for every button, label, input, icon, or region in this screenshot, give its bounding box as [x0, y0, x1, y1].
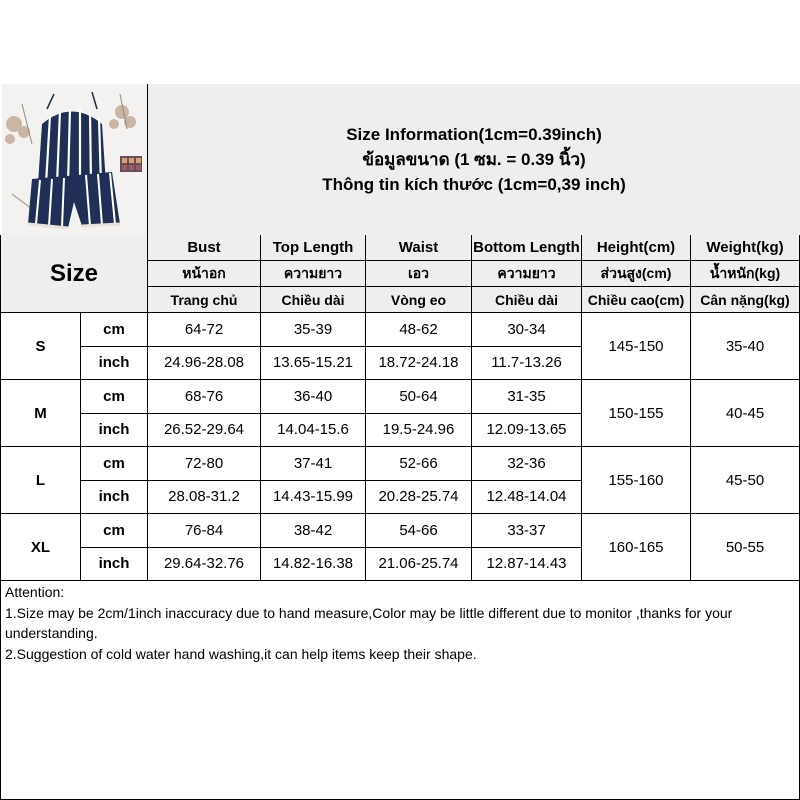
unit-cm: cm: [81, 514, 148, 548]
measure-inch: 12.48-14.04: [472, 481, 582, 515]
unit-inch: inch: [81, 347, 148, 381]
column-header-th: ความยาว: [261, 261, 366, 287]
product-photo: [2, 84, 148, 236]
column-header-vi: Vòng eo: [366, 287, 472, 313]
weight-range: 45-50: [691, 447, 800, 514]
unit-cm: cm: [81, 380, 148, 414]
column-header-en: Bottom Length: [472, 235, 582, 261]
measure-inch: 29.64-32.76: [148, 548, 261, 582]
measure-inch: 11.7-13.26: [472, 347, 582, 381]
column-header-vi: Trang chủ: [148, 287, 261, 313]
height-range: 145-150: [582, 313, 691, 380]
attention-heading: Attention:: [5, 584, 65, 600]
measure-cm: 68-76: [148, 380, 261, 414]
measure-inch: 18.72-24.18: [366, 347, 472, 381]
column-header-th: ความยาว: [472, 261, 582, 287]
column-header-en: Height(cm): [582, 235, 691, 261]
measure-inch: 14.82-16.38: [261, 548, 366, 582]
size-header: Size: [0, 235, 148, 313]
column-header-vi: Chiều cao(cm): [582, 287, 691, 313]
measure-cm: 30-34: [472, 313, 582, 347]
size-label: XL: [0, 514, 81, 581]
measure-inch: 13.65-15.21: [261, 347, 366, 381]
height-range: 150-155: [582, 380, 691, 447]
attention-line-2: 2.Suggestion of cold water hand washing,it can help items keep their shape.: [5, 645, 477, 662]
measure-cm: 33-37: [472, 514, 582, 548]
column-header-th: เอว: [366, 261, 472, 287]
measure-inch: 20.28-25.74: [366, 481, 472, 515]
unit-cm: cm: [81, 447, 148, 481]
measure-inch: 19.5-24.96: [366, 414, 472, 448]
measure-inch: 12.09-13.65: [472, 414, 582, 448]
size-label: L: [0, 447, 81, 514]
size-information-title: [148, 84, 800, 236]
column-header-en: Waist: [366, 235, 472, 261]
measure-inch: 21.06-25.74: [366, 548, 472, 582]
column-header-en: Bust: [148, 235, 261, 261]
measure-cm: 35-39: [261, 313, 366, 347]
attention-notes: [0, 579, 800, 800]
measure-cm: 50-64: [366, 380, 472, 414]
weight-range: 40-45: [691, 380, 800, 447]
measure-cm: 64-72: [148, 313, 261, 347]
title-thai: ข้อมูลขนาด (1 ซม. = 0.39 นิ้ว): [362, 150, 586, 169]
measure-cm: 48-62: [366, 313, 472, 347]
size-label: S: [0, 313, 81, 380]
column-header-vi: Chiều dài: [261, 287, 366, 313]
column-header-th: น้ำหนัก(kg): [691, 261, 800, 287]
size-chart: [0, 84, 800, 800]
measure-cm: 72-80: [148, 447, 261, 481]
measure-cm: 37-41: [261, 447, 366, 481]
title-english: Size Information(1cm=0.39inch): [346, 125, 602, 144]
size-label: M: [0, 380, 81, 447]
column-header-th: ส่วนสูง(cm): [582, 261, 691, 287]
unit-inch: inch: [81, 548, 148, 582]
column-header-en: Top Length: [261, 235, 366, 261]
measure-cm: 36-40: [261, 380, 366, 414]
column-header-vi: Chiều dài: [472, 287, 582, 313]
column-header-th: หน้าอก: [148, 261, 261, 287]
title-vietnamese: Thông tin kích thước (1cm=0,39 inch): [322, 175, 626, 194]
measure-cm: 52-66: [366, 447, 472, 481]
measure-inch: 24.96-28.08: [148, 347, 261, 381]
height-range: 155-160: [582, 447, 691, 514]
measure-cm: 38-42: [261, 514, 366, 548]
column-header-vi: Cân nặng(kg): [691, 287, 800, 313]
attention-line-1: 1.Size may be 2cm/1inch inaccuracy due to hand measure,Color may be little different due to monitor ,thanks for your understanding.: [5, 604, 733, 641]
measure-cm: 76-84: [148, 514, 261, 548]
unit-inch: inch: [81, 414, 148, 448]
measure-inch: 12.87-14.43: [472, 548, 582, 582]
unit-inch: inch: [81, 481, 148, 515]
measure-cm: 31-35: [472, 380, 582, 414]
measure-cm: 54-66: [366, 514, 472, 548]
height-range: 160-165: [582, 514, 691, 581]
unit-cm: cm: [81, 313, 148, 347]
measure-inch: 26.52-29.64: [148, 414, 261, 448]
measure-inch: 28.08-31.2: [148, 481, 261, 515]
weight-range: 35-40: [691, 313, 800, 380]
measure-inch: 14.43-15.99: [261, 481, 366, 515]
pajama-image: [2, 84, 147, 235]
measure-cm: 32-36: [472, 447, 582, 481]
column-header-en: Weight(kg): [691, 235, 800, 261]
weight-range: 50-55: [691, 514, 800, 581]
measure-inch: 14.04-15.6: [261, 414, 366, 448]
